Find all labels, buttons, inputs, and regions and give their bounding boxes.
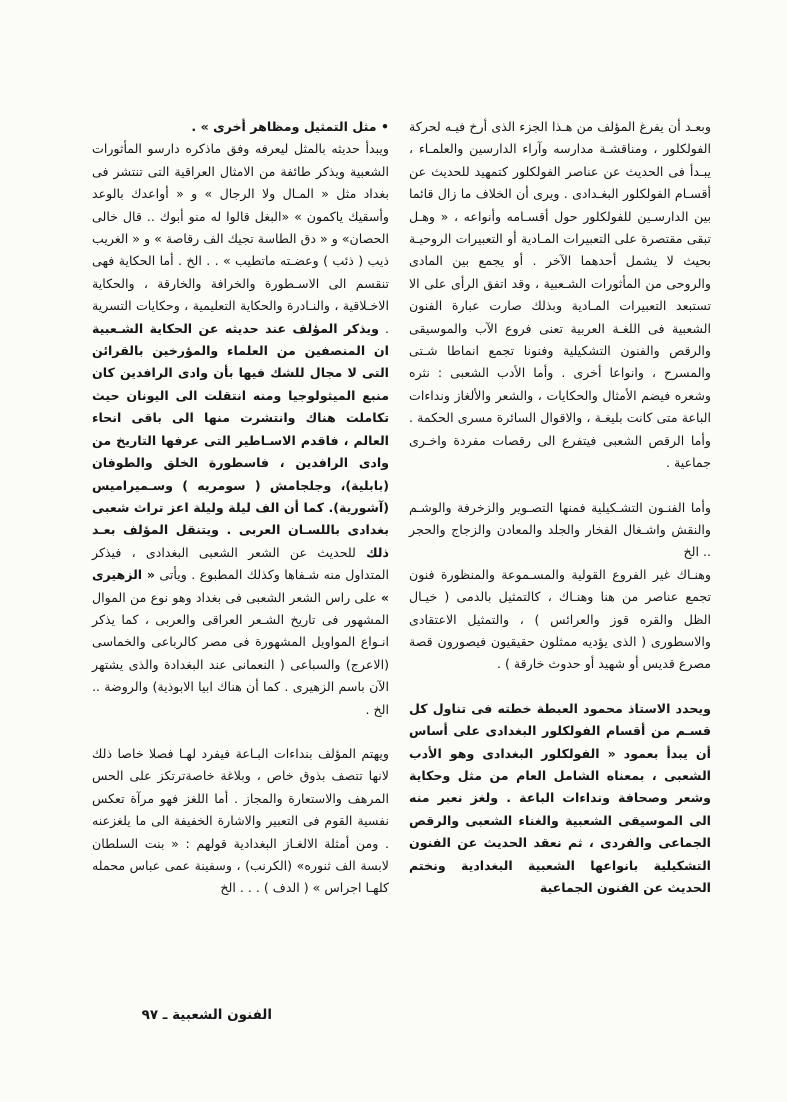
right-paragraph-4: ويحدد الاستاذ محمود العبطة خطته فى تناول كل قسـم من أقسام الفولكلور البغدادى على أساس أن يبدأ بعمود « الفولكلور البغدادى وهو الأدب الشعبى ، بمعناه الشامل العام من مثل وحكاية وشعر وصحافة ونداءات الباعة . ولغز نعبر منه الى الموسيقى الشعبية والغناء الشعبى والرقص الجماعى والفردى ، ثم نعقد الحديث عن الفنون التشكيلية بانواعها الشعبية البغدادية ونختم الحديث عن الفنون الجماعية: [409, 700, 711, 895]
left-paragraph-2-text-a: ويبدأ حديثه بالمثل ليعرفه وفق ماذكره دارسو المأثورات الشعبية ويذكر طائفة من الامثال العراقية التى تنتشر فى بغداد مثل « المـال ولا الرجال » و « أواعدك بالوعد وأسقيك ياكمون » «البغل قالوا له منو أبوك .. قال خالى الحصان» و « دق الطاسة تجيك الف رقاصة » و « الغريب ذيب ( ذئب ) وعضـته ماتطيب » . . الخ . أما الحكاية فهى تنقسم الى الاسـطورة والخرافة والخارقة ، والحكاية الاخـلاقية ، والنـادرة والحكاية التعليمية ، وحكايات التسرية .: [92, 141, 389, 336]
left-paragraph-2-bold-a: ويذكر المؤلف عند حديثه عن الحكاية الشـعبية ان المنصفين من العلماء والمؤرخين بالقرائن التى لا مجال للشك فيها بأن وادى الرافدين كان منبع الميثولوجيا ومنه انتقلت الى اليونان حيث تكاملت هناك وانتشرت منها الى باقى انحاء العالم ، فاقدم الاسـاطير التى عرفها التاريخ من وادى الرافدين ، فاسطورة الخلق والطوفان (بابلية)، وجلجامش ( سومريه ) وسـميراميس (آشورية). كما أن الف ليلة وليلة اعز تراث شعبى بغدادى باللسـان العربى . ويتنقل المؤلف بعـد ذلك: [92, 320, 389, 560]
paragraph-gap: [92, 721, 389, 743]
left-paragraph-2: [92, 138, 389, 721]
left-paragraph-2-text-b: للحديث عن الشعر الشعبى البغدادى ، فيذكر المتداول منه شـفاها وكذلك المطبوع . ويأتى: [92, 544, 389, 583]
page-footer: الفنون الشعبية ـ ٩٧: [141, 1007, 272, 1023]
left-paragraph-1: [92, 116, 389, 138]
right-paragraph-1: وبعـد أن يفرغ المؤلف من هـذا الجزء الذى أرخ فيـه لحركة الفولكلور ، ومناقشـة مدارسه وآراء الدارسين والعلمـاء ، يبـدأ فى الحديث عن عناصر الفولكلور كتمهيد للحديث عن أقسـام الفولكلور البغـدادى . ويرى أن الخلاف ما زال قائما بين الدارسـين للفولكلور حول أقسـامه وأنواعه ، « وهـل تبقى مقتصرة على التعبيرات المـادية أو التعبيرات الروحيـة بحيث لا يشمل أحدهما الآخر . أو يجمع بين المادى والروحى من المأثورات الشـعبية ، وقد اتفق الرأى على الا تستبعد التعبيرات المـادية وبذلك صارت عبارة الفنون الشعبية فى اللغـة العربية تعنى فروع الآب والموسيقى والرقص والفنون التشكيلية وفنونا تجمع انماطا شـتى والمسرح ، وانواعا أخرى . وأما الأدب الشعبى : نثره وشعره فيضم الأمثال والحكايات ، والشعر والألغاز ونداءات الباعة متى كانت بليغـة ، والاقوال السائرة مسرى الحكمة . وأما الرقص الشعبى فيتفرع الى رقصات مفردة واخـرى جماعية .: [409, 119, 711, 471]
right-paragraph-3: وهنـاك غير الفروع القولية والمسـموعة والمنظورة فنون تجمع عناصر من هنا وهنـاك ، كالتمثيل بالدمى ( خيـال الظل والقره قوز والعرائس ) ، والتمثيل الاعتقادى والاسطورى ( الذى يؤديه ممثلون حقيقيون فيصورون قصة مصرع قديس أو شهيد أو حدوث خارقة ) .: [409, 566, 711, 672]
left-paragraph-3: ويهتم المؤلف بنداءات البـاعة فيفرد لهـا فصلا خاصا ذلك لانها تتصف بذوق خاص ، وبلاغة خاصةترتكز على الحس المرهف والاستعارة والمجاز . أما اللغز فهو مرآة تعكس نفسية القوم فى التعبير والاشارة الخفيفة الى ما يلغزعنه . ومن أمثلة الالغـاز البغدادية قولهم : « بنت السلطان لابسة الف ثنوره» (الكرنب) ، وسفينة عمى عباس محمله كلهـا اجراس » ( الدف ) . . . الخ: [92, 745, 389, 896]
right-column: [409, 116, 711, 899]
bullet-icon: •: [380, 119, 389, 134]
paragraph-gap: [409, 676, 711, 698]
paragraph-gap: [409, 475, 711, 497]
left-paragraph-2-bold-b: « الزهيرى »: [92, 567, 389, 605]
right-paragraph-2: وأما الفنـون التشـكيلية فمنها التصـوير والزخرفة والوشـم والنقش واشـغال الفخار والجلد والمعادن والزجاج والحجر .. الخ: [409, 499, 711, 560]
left-column: [92, 116, 389, 900]
left-paragraph-2-text-c: على راس الشعر الشعبى فى بغداد وهو نوع من الموال المشهور فى تاريخ الشـعر العراقى والعربى ، كما يذكر انـواع المواويل المشهورة فى مصر كالرباعى والخماسى (الاعرج) والسباعى ( النعمانى عند البغدادة والذى يشتهر الآن باسم الزهيرى . كما أن هناك ابيا الابوذية) والروضة .. الخ .: [92, 589, 389, 717]
left-paragraph-1-text: مثل التمثيل ومظاهر أخرى » .: [191, 119, 377, 134]
